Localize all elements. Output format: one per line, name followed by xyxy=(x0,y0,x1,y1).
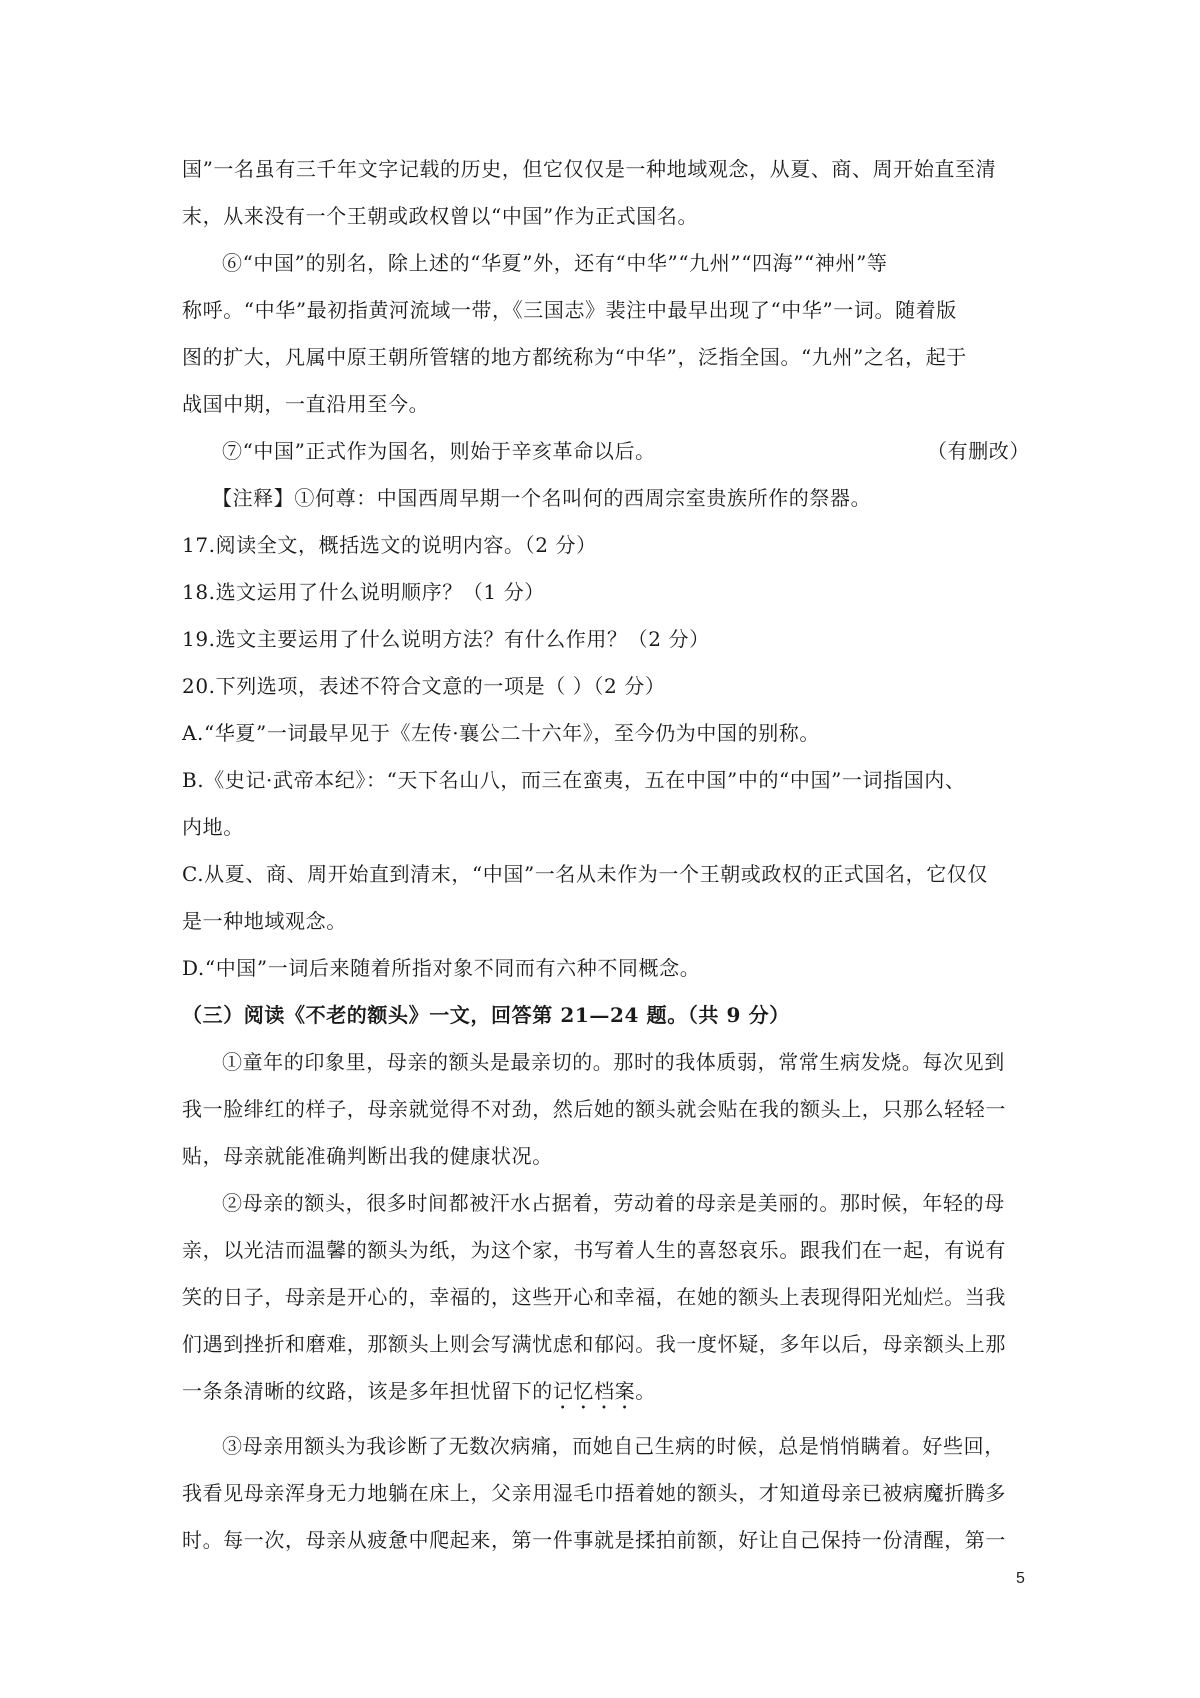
emphasized-phrase: 记忆档案 xyxy=(552,1379,636,1403)
paragraph-5-line-1: 国”一名虽有三千年文字记载的历史，但它仅仅是一种地域观念，从夏、商、周开始直至清 xyxy=(182,157,997,181)
paragraph-7-text: ⑦“中国”正式作为国名，则始于辛亥革命以后。 xyxy=(222,439,656,463)
paragraph-5-line-2: 末，从来没有一个王朝或政权曾以“中国”作为正式国名。 xyxy=(182,204,699,228)
question-18: 18.选文运用了什么说明顺序？（1 分） xyxy=(182,580,545,604)
annotation: 【注释】①何尊：中国西周早期一个名叫何的西周宗室贵族所作的祭器。 xyxy=(212,486,872,510)
question-19: 19.选文主要运用了什么说明方法？有什么作用？（2 分） xyxy=(182,627,710,651)
paragraph-6-line-2: 称呼。“中华”最初指黄河流域一带，《三国志》裴注中最早出现了“中华”一词。随着版 xyxy=(182,298,957,322)
essay-paragraph-2-line-2: 亲，以光洁而温馨的额头为纸，为这个家，书写着人生的喜怒哀乐。跟我们在一起，有说有 xyxy=(182,1238,1006,1262)
line-5-text-before: 一条条清晰的纹路，该是多年担忧留下的 xyxy=(182,1379,553,1403)
essay-paragraph-1-line-2: 我一脸绯红的样子，母亲就觉得不对劲，然后她的额头就会贴在我的额头上，只那么轻轻一 xyxy=(182,1097,1006,1121)
question-17: 17.阅读全文，概括选文的说明内容。（2 分） xyxy=(182,533,597,557)
page-number: 5 xyxy=(1016,1570,1025,1587)
paragraph-6-line-1: ⑥“中国”的别名，除上述的“华夏”外，还有“中华”“九州”“四海”“神州”等 xyxy=(222,251,888,275)
essay-paragraph-3-line-1: ③母亲用额头为我诊断了无数次病痛，而她自己生病的时候，总是悄悄瞒着。好些回， xyxy=(222,1434,1005,1458)
question-20: 20.下列选项，表述不符合文意的一项是（ ）（2 分） xyxy=(182,674,666,698)
abridged-note: （有删改） xyxy=(927,439,1030,463)
essay-paragraph-2-line-3: 笑的日子，母亲是开心的，幸福的，这些开心和幸福，在她的额头上表现得阳光灿烂。当我 xyxy=(182,1285,1006,1309)
paragraph-6-line-4: 战国中期，一直沿用至今。 xyxy=(182,392,430,416)
essay-paragraph-2-line-4: 们遇到挫折和磨难，那额头上则会写满忧虑和郁闷。我一度怀疑，多年以后，母亲额头上那 xyxy=(182,1332,1006,1356)
option-c-line-1: C.从夏、商、周开始直到清末，“中国”一名从未作为一个王朝或政权的正式国名，它仅仅 xyxy=(182,862,988,886)
essay-paragraph-3-line-2: 我看见母亲浑身无力地躺在床上，父亲用湿毛巾捂着她的额头，才知道母亲已被病魔折腾多 xyxy=(182,1481,1006,1505)
essay-paragraph-3-line-3: 时。每一次，母亲从疲惫中爬起来，第一件事就是揉拍前额，好让自己保持一份清醒，第一 xyxy=(182,1528,1006,1552)
essay-paragraph-1-line-3: 贴，母亲就能准确判断出我的健康状况。 xyxy=(182,1144,553,1168)
section-three-heading: （三）阅读《不老的额头》一文，回答第 21—24 题。（共 9 分） xyxy=(182,1003,790,1027)
option-d: D.“中国”一词后来随着所指对象不同而有六种不同概念。 xyxy=(182,956,701,980)
option-a: A.“华夏”一词最早见于《左传·襄公二十六年》，至今仍为中国的别称。 xyxy=(182,721,821,745)
paragraph-7 xyxy=(182,428,1030,475)
document-page xyxy=(182,146,1030,1564)
essay-paragraph-2-line-1: ②母亲的额头，很多时间都被汗水占据着，劳动着的母亲是美丽的。那时候，年轻的母 xyxy=(222,1191,1005,1215)
option-c-line-2: 是一种地域观念。 xyxy=(182,909,347,933)
option-b-line-1: B.《史记·武帝本纪》：“天下名山八，而三在蛮夷，五在中国”中的“中国”一词指国内、 xyxy=(182,768,966,792)
essay-paragraph-2-line-5 xyxy=(182,1368,1030,1415)
paragraph-6-line-3: 图的扩大，凡属中原王朝所管辖的地方都统称为“中华”，泛指全国。“九州”之名，起于 xyxy=(182,345,967,369)
line-5-text-after: 。 xyxy=(635,1379,656,1403)
option-b-line-2: 内地。 xyxy=(182,815,244,839)
essay-paragraph-1-line-1: ①童年的印象里，母亲的额头是最亲切的。那时的我体质弱，常常生病发烧。每次见到 xyxy=(222,1050,1005,1074)
